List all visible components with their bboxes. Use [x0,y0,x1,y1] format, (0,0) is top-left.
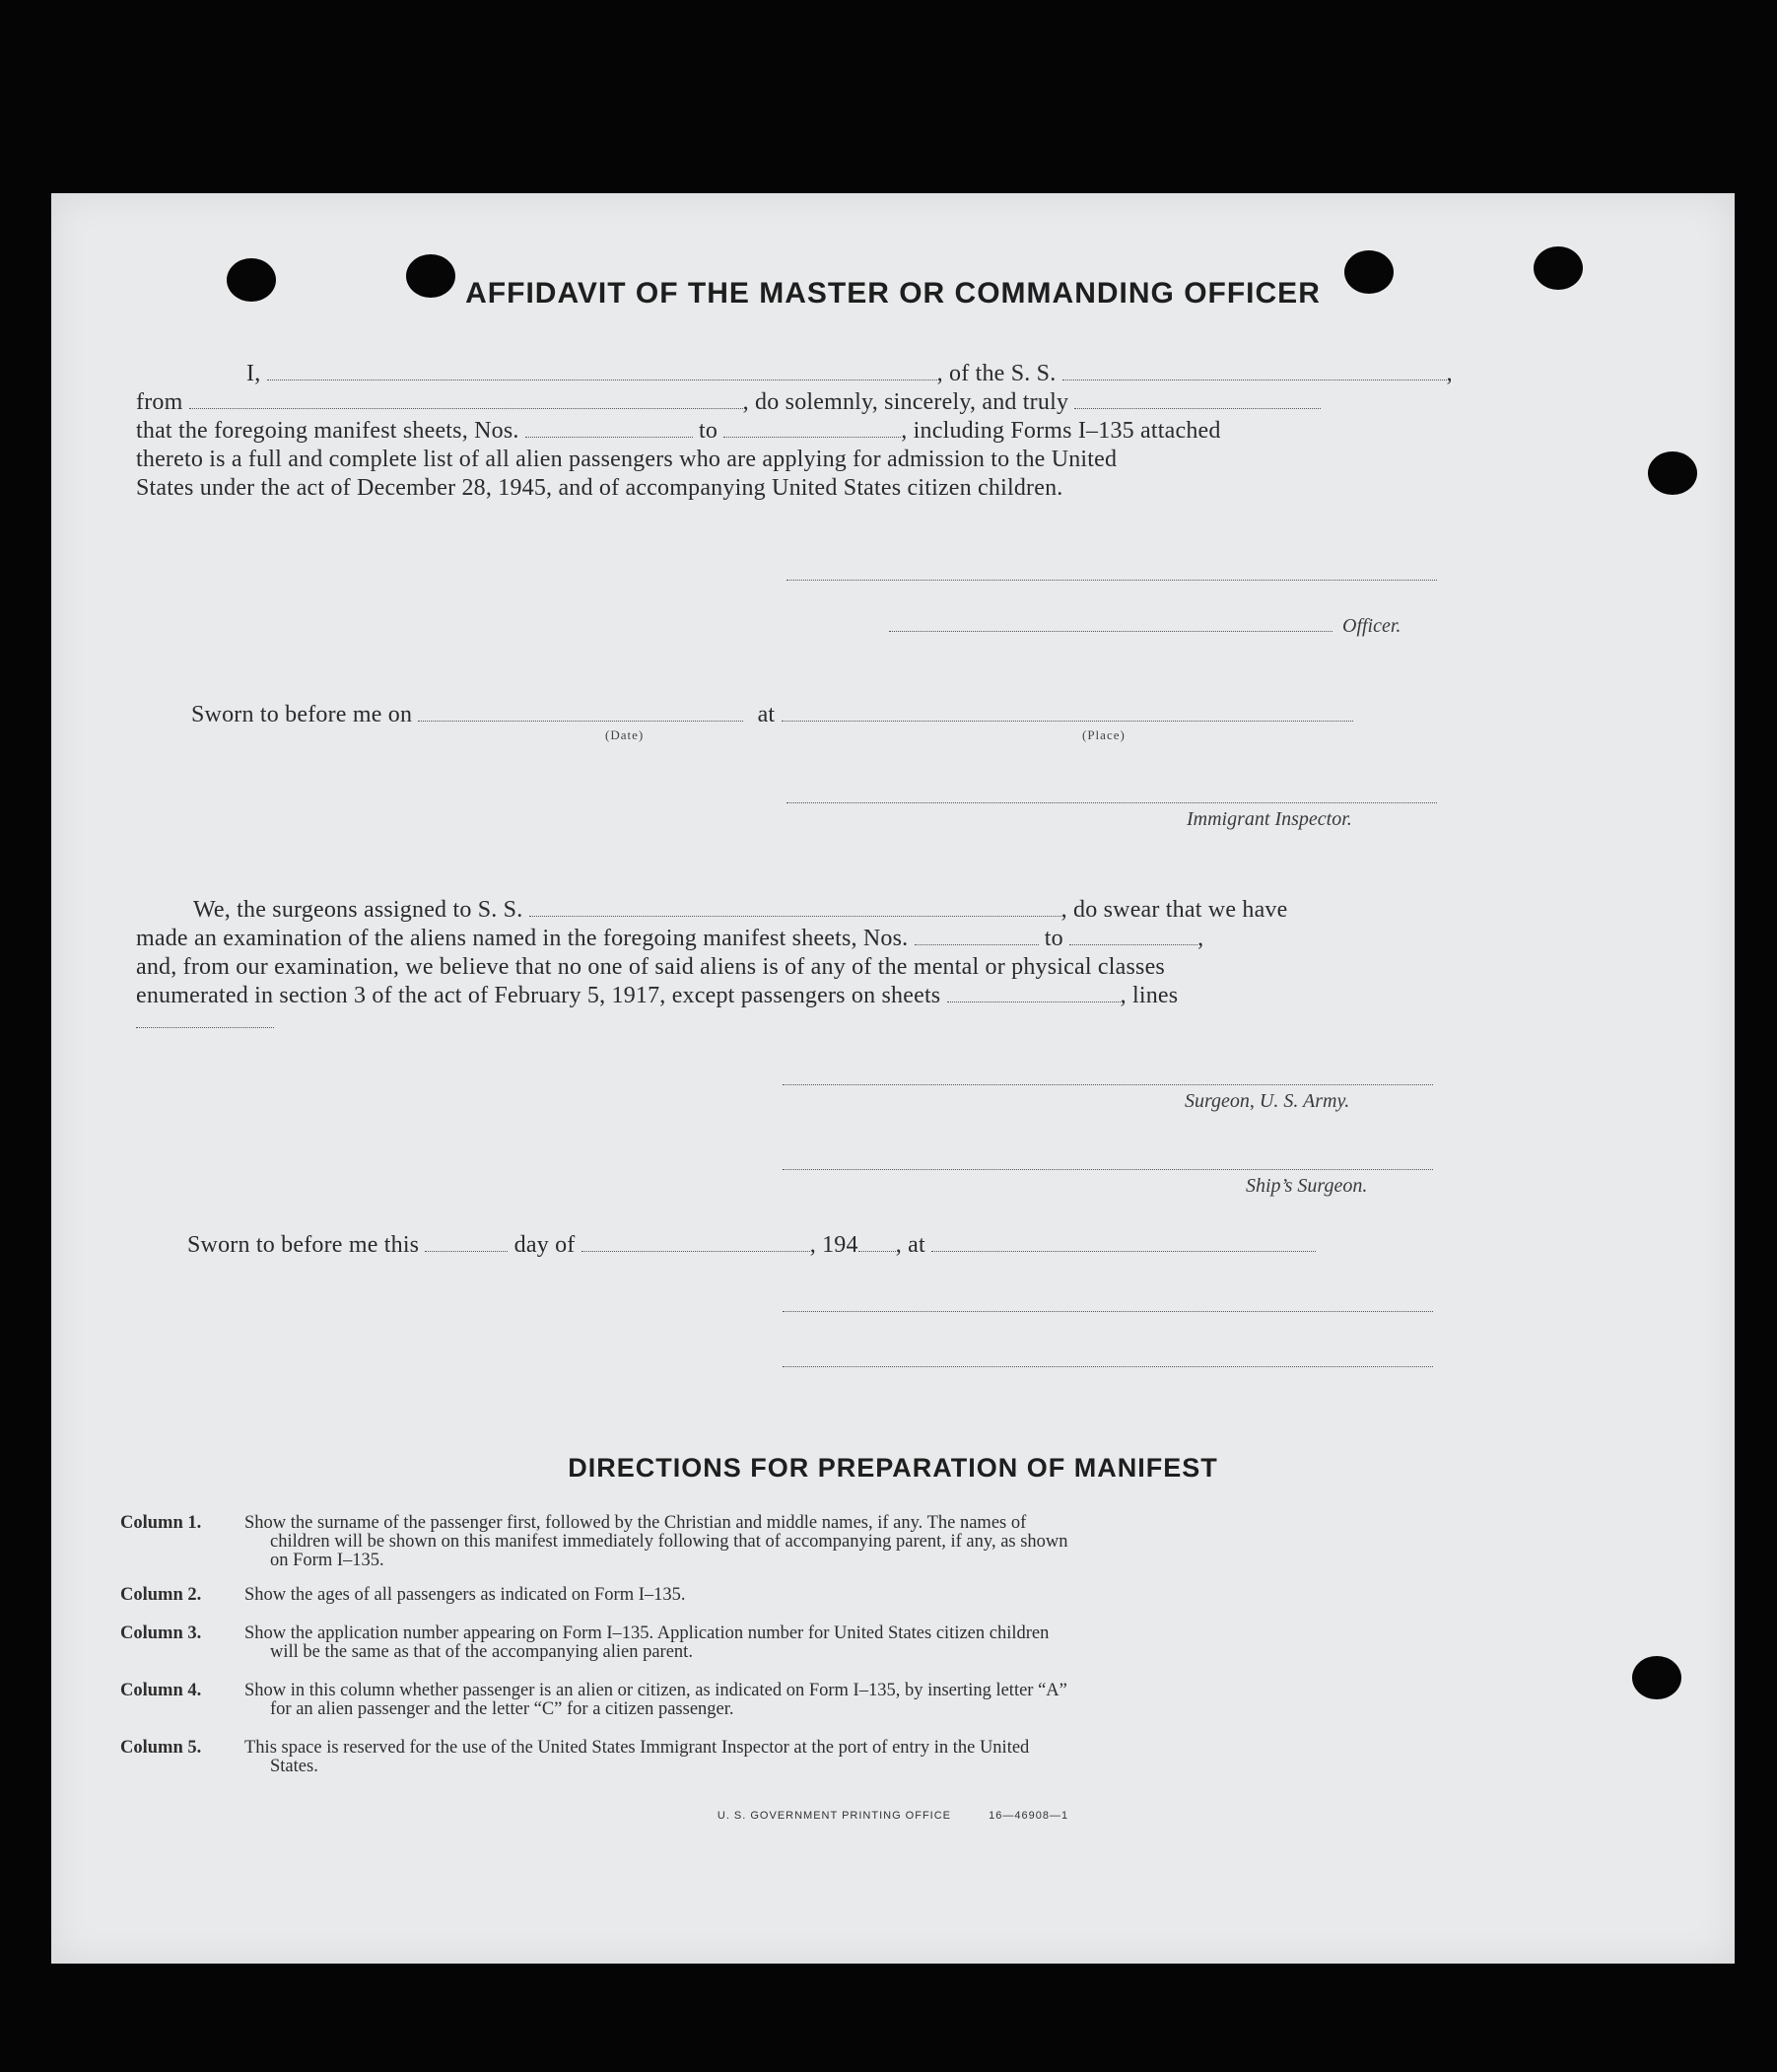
punch-hole [1648,451,1697,495]
except-sheets-field[interactable] [947,986,1121,1002]
printer-footer [51,1810,1735,1822]
ship-surgeon-signature-line[interactable] [783,1169,1433,1170]
direction-item [120,1586,1490,1605]
direction-item [120,1682,1490,1719]
direction-text-cont: will be the same as that of the accompanying alien parent. [270,1642,693,1662]
sworn-line-2: Sworn to before me this day of , 194 , at [187,1232,1547,1259]
officer-label: Officer. [1342,615,1401,637]
surgeons-line-2: made an examination of the aliens named in the foregoing manifest sheets, Nos. to , [136,926,1204,951]
direction-column: Column 5. [120,1738,202,1758]
from-field[interactable] [189,392,743,409]
inspector-signature-line[interactable] [786,802,1437,803]
punch-hole [1632,1656,1681,1699]
lines-field[interactable] [136,1027,274,1028]
army-surgeon-label: Surgeon, U. S. Army. [1185,1090,1350,1112]
directions-title: DIRECTIONS FOR PREPARATION OF MANIFEST [568,1453,1218,1483]
form-code: 16—46908—1 [989,1810,1069,1822]
sworn-day-field[interactable] [425,1235,508,1252]
direction-text: This space is reserved for the use of the United States Immigrant Inspector at the port of entry in the United [244,1738,1030,1758]
surgeons-line-3: and, from our examination, we believe that no one of said aliens is of any of the mental or physical classes [136,954,1165,980]
direction-item [120,1514,1490,1570]
truly-field[interactable] [1074,392,1321,409]
direction-column: Column 4. [120,1681,202,1700]
directions-list [120,1514,1490,1788]
surgeons-sheets-from-field[interactable] [915,929,1039,945]
place-caption: (Place) [1082,727,1126,742]
direction-column: Column 2. [120,1585,202,1605]
officer-signature-line-2[interactable] [889,631,1333,632]
direction-item [120,1739,1490,1776]
direction-text: Show the application number appearing on Form I–135. Application number for United States citizen children [244,1623,1050,1643]
document-page [51,193,1735,1964]
sheets-to-field[interactable] [723,421,901,438]
ship-field[interactable] [1062,364,1447,380]
date-caption: (Date) [605,727,645,742]
sworn-month-field[interactable] [581,1235,810,1252]
sworn-signature-line-2[interactable] [783,1366,1433,1367]
surgeons-line-1: We, the surgeons assigned to S. S. , do swear that we have [193,897,1288,923]
direction-text: Show in this column whether passenger is an alien or citizen, as indicated on Form I–135, by inserting letter “A” [244,1681,1067,1700]
direction-item [120,1624,1490,1662]
direction-column: Column 3. [120,1623,202,1643]
affidavit-line-2: from , do solemnly, sincerely, and truly [136,389,1496,416]
surgeons-line-4: enumerated in section 3 of the act of February 5, 1917, except passengers on sheets , lines [136,983,1179,1008]
affidavit-line-5: States under the act of December 28, 1945, and of accompanying United States citizen children. [136,475,1063,501]
surgeons-sheets-to-field[interactable] [1069,929,1197,945]
sworn-date-field[interactable] [418,705,743,722]
affidavit-title: AFFIDAVIT OF THE MASTER OR COMMANDING OFFICER [465,277,1321,310]
direction-text: Show the surname of the passenger first, followed by the Christian and middle names, if any. The names of [244,1513,1027,1533]
army-surgeon-signature-line[interactable] [783,1084,1433,1085]
sheets-from-field[interactable] [525,421,693,438]
sworn-at-field[interactable] [931,1235,1316,1252]
direction-text-cont: for an alien passenger and the letter “C” for a citizen passenger. [270,1699,734,1719]
surgeons-ship-field[interactable] [529,900,1061,917]
direction-text-cont: children will be shown on this manifest immediately following that of accompanying parent, if any, as shown [270,1532,1068,1552]
name-field[interactable] [267,364,937,380]
ship-surgeon-label: Ship’s Surgeon. [1246,1175,1368,1197]
officer-signature-line-1[interactable] [786,580,1437,581]
direction-column: Column 1. [120,1513,202,1533]
sworn-signature-line-1[interactable] [783,1311,1433,1312]
affidavit-line-4: thereto is a full and complete list of all alien passengers who are applying for admission to the United [136,447,1118,472]
sworn-line-1: Sworn to before me on at [191,702,1551,728]
sworn-place-field[interactable] [782,705,1353,722]
direction-text: Show the ages of all passengers as indicated on Form I–135. [244,1585,686,1605]
affidavit-line-3: that the foregoing manifest sheets, Nos. to , including Forms I–135 attached [136,418,1221,444]
direction-text-cont: on Form I–135. [270,1551,384,1570]
direction-text-cont: States. [270,1757,318,1776]
inspector-label: Immigrant Inspector. [1187,808,1352,830]
sworn-year-field[interactable] [858,1235,896,1252]
printer-name: U. S. GOVERNMENT PRINTING OFFICE [717,1810,952,1822]
affidavit-line-1: I, , of the S. S. , [246,361,1453,386]
